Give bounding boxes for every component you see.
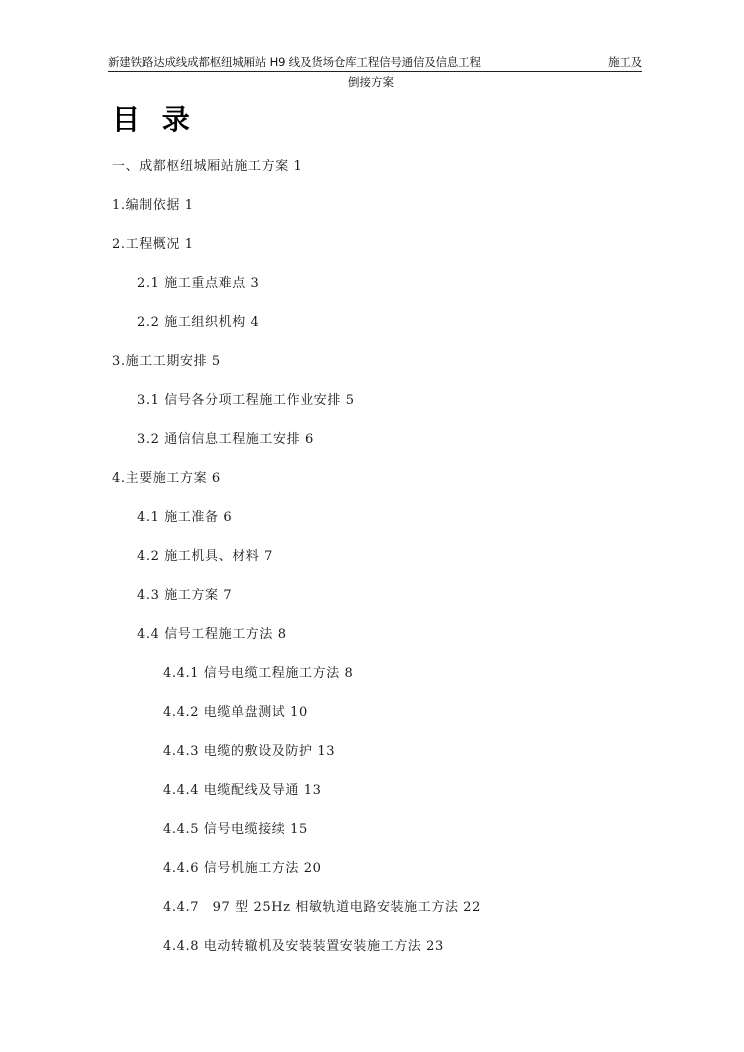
toc-entry[interactable]: 4.4 信号工程施工方法 8 [137,627,287,642]
toc-entry[interactable]: 4.3 施工方案 7 [137,588,233,603]
toc-entry[interactable]: 2.工程概况 1 [112,237,194,252]
toc-entry[interactable]: 4.4.8 电动转辙机及安装装置安装施工方法 23 [163,939,444,954]
toc-entry[interactable]: 4.1 施工准备 6 [137,510,233,525]
header-project-title: 新建铁路达成线成都枢纽城厢站 H9 线及货场仓库工程信号通信及信息工程 [108,55,481,69]
toc-entry[interactable]: 2.1 施工重点难点 3 [137,276,260,291]
toc-entry[interactable]: 一、成都枢纽城厢站施工方案 1 [112,159,303,174]
toc-entry[interactable]: 4.4.7 97 型 25Hz 相敏轨道电路安装施工方法 22 [163,900,482,915]
toc-entry[interactable]: 3.1 信号各分项工程施工作业安排 5 [137,393,355,408]
toc-entry[interactable]: 3.施工工期安排 5 [112,354,221,369]
toc-entry[interactable]: 4.4.6 信号机施工方法 20 [163,861,322,876]
toc-entry[interactable]: 4.主要施工方案 6 [112,471,221,486]
toc-entry[interactable]: 4.4.3 电缆的敷设及防护 13 [163,744,336,759]
toc-entry[interactable]: 2.2 施工组织机构 4 [137,315,260,330]
toc-entry[interactable]: 4.4.2 电缆单盘测试 10 [163,705,308,720]
toc-entry[interactable]: 4.4.1 信号电缆工程施工方法 8 [163,666,354,681]
toc-entry[interactable]: 1.编制依据 1 [112,198,194,213]
toc-entry[interactable]: 4.4.5 信号电缆接续 15 [163,822,308,837]
toc-entry[interactable]: 3.2 通信信息工程施工安排 6 [137,432,314,447]
toc-entry[interactable]: 4.2 施工机具、材料 7 [137,549,274,564]
toc-title: 目 录 [112,103,196,136]
toc-entry[interactable]: 4.4.4 电缆配线及导通 13 [163,783,322,798]
header-second-line: 倒接方案 [348,75,394,89]
header-right-text: 施工及 [608,55,642,69]
